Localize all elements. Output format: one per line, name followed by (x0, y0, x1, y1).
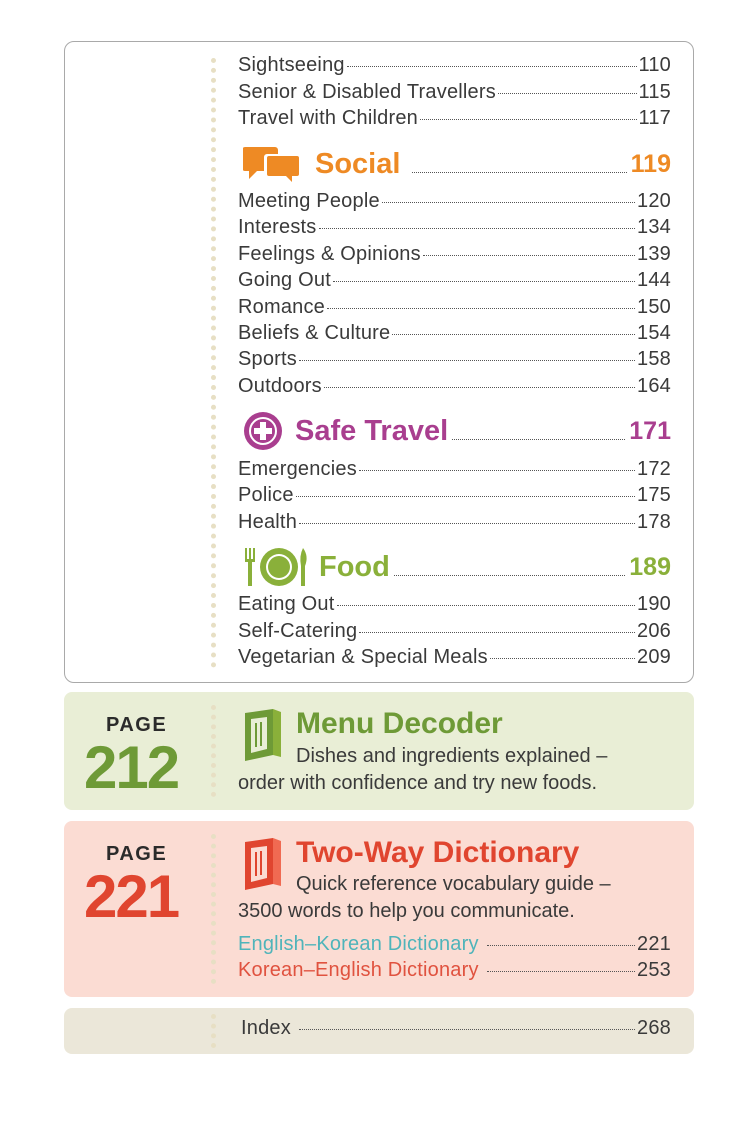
section-description: 3500 words to help you communicate. (238, 900, 575, 922)
dot-leader (337, 605, 636, 606)
toc-row-page: 154 (637, 322, 671, 344)
dot-leader (487, 971, 635, 972)
toc-row-page: 134 (637, 216, 671, 238)
dot-leader (319, 228, 636, 229)
dot-leader (498, 93, 637, 94)
section-page: 119 (630, 149, 671, 178)
toc-row-label: Outdoors (238, 375, 322, 397)
dot-leader (452, 439, 625, 440)
toc-row[interactable] (238, 322, 671, 348)
toc-row-label: Travel with Children (238, 107, 418, 129)
page-number: 221 (84, 863, 179, 930)
toc-row-page: 172 (637, 458, 671, 480)
section-heading-safe-travel[interactable] (243, 409, 671, 453)
dot-leader (423, 255, 635, 256)
toc-row-label: Senior & Disabled Travellers (238, 81, 496, 103)
toc-row-page: 144 (637, 269, 671, 291)
toc-row-label: Korean–English Dictionary (238, 959, 479, 981)
dot-leader (296, 496, 635, 497)
toc-row[interactable] (238, 375, 671, 401)
section-heading-social[interactable] (243, 142, 671, 186)
toc-row[interactable] (238, 54, 671, 80)
toc-row[interactable] (238, 348, 671, 374)
dot-leader (382, 202, 635, 203)
toc-row-page: 209 (637, 646, 671, 668)
toc-row-label: Meeting People (238, 190, 380, 212)
toc-row-page: 268 (637, 1017, 671, 1039)
toc-row[interactable] (238, 190, 671, 216)
section-page: 189 (629, 552, 671, 581)
dotted-divider (211, 58, 216, 668)
dot-leader (327, 308, 635, 309)
dot-leader (359, 470, 635, 471)
page-label: PAGE (106, 714, 168, 736)
dot-leader (490, 658, 635, 659)
toc-row[interactable] (238, 81, 671, 107)
page-label: PAGE (106, 843, 168, 865)
dot-leader (420, 119, 637, 120)
toc-row-label: Romance (238, 296, 325, 318)
toc-row-label: Going Out (238, 269, 331, 291)
toc-row-label: Feelings & Opinions (238, 243, 421, 265)
first-aid-cross-icon (243, 411, 283, 451)
toc-row-label: English–Korean Dictionary (238, 933, 479, 955)
toc-row-page: 206 (637, 620, 671, 642)
dot-leader (487, 945, 635, 946)
toc-row-label: Beliefs & Culture (238, 322, 391, 344)
dot-leader (412, 172, 626, 173)
toc-row-page: 115 (638, 81, 671, 103)
dotted-divider (211, 834, 216, 984)
dotted-divider (211, 705, 216, 797)
page-number: 212 (84, 734, 179, 801)
toc-row-page: 150 (637, 296, 671, 318)
section-description: order with confidence and try new foods. (238, 772, 598, 794)
toc-row-label: Police (238, 484, 294, 506)
dot-leader (324, 387, 635, 388)
dot-leader (333, 281, 635, 282)
toc-row[interactable] (238, 458, 671, 484)
section-heading-food[interactable] (243, 545, 671, 589)
toc-row[interactable] (238, 107, 671, 133)
toc-row-page: 164 (637, 375, 671, 397)
dot-leader (394, 575, 625, 576)
toc-row[interactable] (238, 933, 671, 959)
toc-row-label: Emergencies (238, 458, 357, 480)
dot-leader (299, 523, 635, 524)
toc-row-page: 221 (637, 933, 671, 955)
toc-row-page: 175 (637, 484, 671, 506)
menu-book-icon (243, 709, 283, 768)
toc-row-page: 190 (637, 593, 671, 615)
toc-row-page: 139 (637, 243, 671, 265)
plate-cutlery-icon (243, 546, 311, 588)
dot-leader (299, 1029, 635, 1030)
toc-row-page: 253 (637, 959, 671, 981)
toc-row-page: 158 (637, 348, 671, 370)
toc-row[interactable] (238, 511, 671, 537)
toc-row-label: Index (241, 1017, 291, 1039)
section-title: Social (315, 147, 401, 180)
speech-bubbles-icon (243, 144, 303, 184)
section-description: Quick reference vocabulary guide – (296, 873, 611, 895)
section-description: Dishes and ingredients explained – (296, 745, 608, 767)
toc-row[interactable] (238, 484, 671, 510)
toc-row-page: 120 (637, 190, 671, 212)
dotted-divider (211, 1014, 216, 1048)
toc-row-label: Self-Catering (238, 620, 358, 642)
toc-row[interactable] (238, 620, 671, 646)
toc-row-label: Sports (238, 348, 298, 370)
section-title: Food (319, 550, 390, 583)
toc-row-page: 110 (638, 54, 671, 76)
dictionary-book-icon (243, 838, 283, 897)
toc-row[interactable] (238, 296, 671, 322)
toc-row[interactable] (238, 269, 671, 295)
toc-row[interactable] (238, 593, 671, 619)
toc-row[interactable] (238, 243, 671, 269)
toc-row-label: Sightseeing (238, 54, 345, 76)
section-title: Two-Way Dictionary (296, 836, 580, 869)
section-title: Safe Travel (295, 414, 449, 447)
toc-row-page: 117 (638, 107, 671, 129)
section-title: Menu Decoder (296, 707, 503, 740)
dot-leader (347, 66, 637, 67)
toc-row[interactable] (238, 646, 671, 672)
toc-row[interactable] (241, 1017, 671, 1043)
toc-row-label: Vegetarian & Special Meals (238, 646, 488, 668)
dot-leader (359, 632, 635, 633)
toc-row-label: Health (238, 511, 298, 533)
dot-leader (392, 334, 635, 335)
toc-row-page: 178 (637, 511, 671, 533)
toc-row[interactable] (238, 959, 671, 985)
toc-row[interactable] (238, 216, 671, 242)
dot-leader (299, 360, 635, 361)
toc-row-label: Eating Out (238, 593, 335, 615)
section-page: 171 (629, 416, 671, 445)
toc-row-label: Interests (238, 216, 317, 238)
